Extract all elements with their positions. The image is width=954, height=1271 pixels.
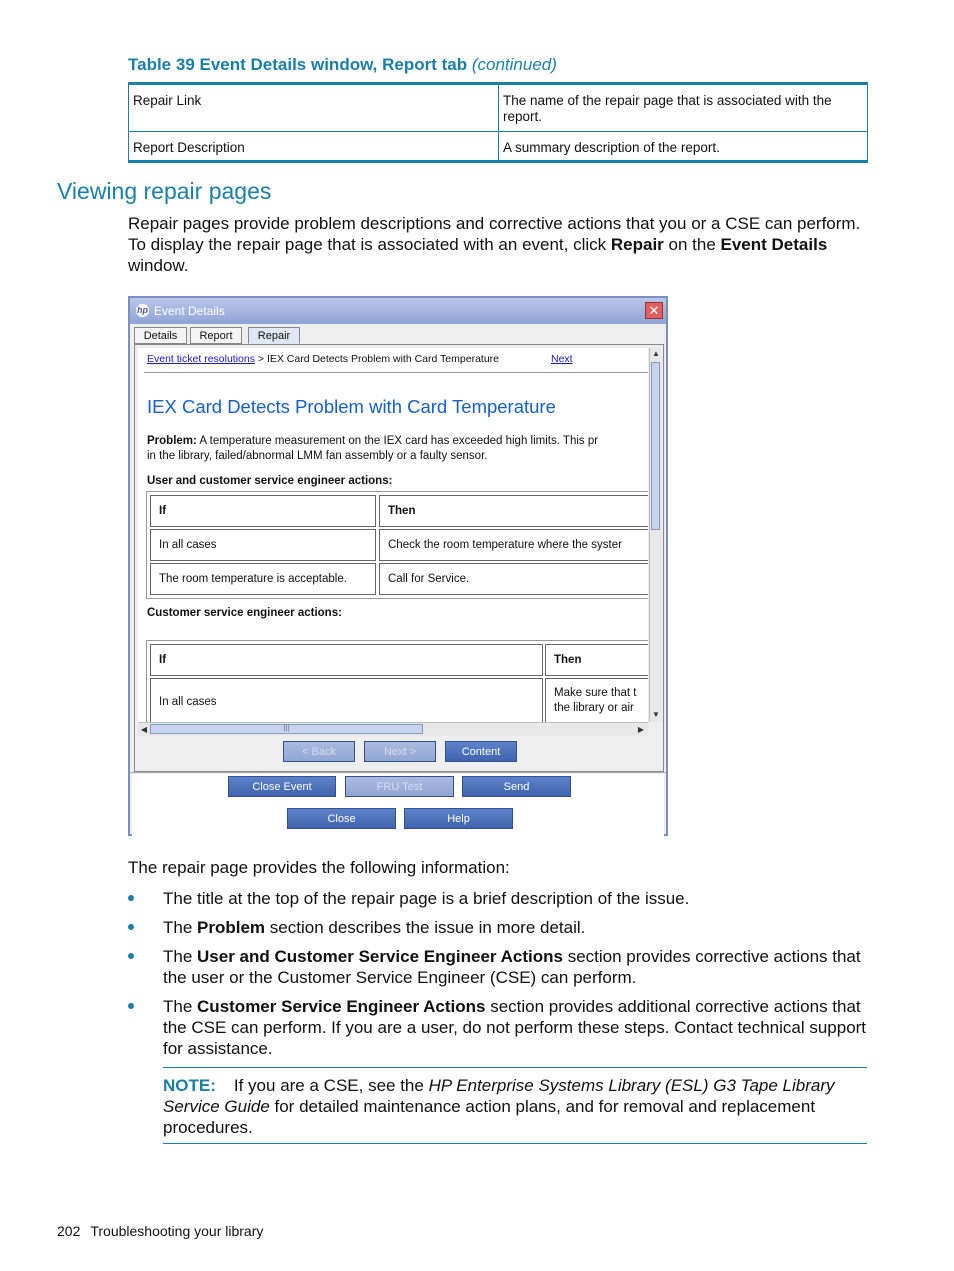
table-header-if: If <box>150 644 543 676</box>
back-button[interactable]: < Back <box>283 741 355 762</box>
list-item <box>128 946 873 988</box>
term-cell: Repair Link <box>129 84 499 132</box>
page-number: 202 <box>57 1223 81 1239</box>
list-item-text: The title at the top of the repair page is a brief description of the issue. <box>163 889 690 908</box>
bullet-icon <box>128 924 134 930</box>
footer-text: Troubleshooting your library <box>90 1223 264 1239</box>
list-item-bold: Problem <box>197 918 266 937</box>
bullet-icon <box>128 895 134 901</box>
list-item-bold: Customer Service Engineer Actions <box>197 997 486 1016</box>
info-intro: The repair page provides the following information: <box>128 858 510 877</box>
repair-pane <box>134 344 664 772</box>
table-cell: The room temperature is acceptable. <box>150 563 376 595</box>
table-header-if: If <box>150 495 376 527</box>
next-link[interactable]: Next <box>551 353 573 365</box>
table-cell: In all cases <box>150 678 543 722</box>
table-row <box>129 84 868 132</box>
note-text: If you are a CSE, see the <box>233 1076 429 1095</box>
cell-line: the library or air <box>554 702 634 714</box>
list-item-text: The <box>163 918 198 937</box>
bullet-icon <box>128 953 134 959</box>
horizontal-scrollbar[interactable] <box>138 722 648 736</box>
cse-actions-heading: Customer service engineer actions: <box>147 607 342 619</box>
section-title: Viewing repair pages <box>57 178 272 204</box>
table-cell: Call for Service. <box>379 563 648 595</box>
desc-cell: The name of the repair page that is associated with the report. <box>499 84 868 132</box>
table-caption-main: Table 39 Event Details window, Report tab <box>128 55 468 74</box>
repair-title: IEX Card Detects Problem with Card Temperature <box>147 396 556 417</box>
problem-text <box>147 434 598 464</box>
table-cell: Check the room temperature where the syster <box>379 529 648 561</box>
event-details-window <box>128 296 668 836</box>
breadcrumb <box>147 353 499 365</box>
content-button[interactable]: Content <box>445 741 517 762</box>
tab-details[interactable]: Details <box>134 327 187 344</box>
intro-text: Repair pages provide problem descriptions and corrective actions that you or a CSE can perform. To display the repair page that is associated with an event, click <box>128 214 861 254</box>
breadcrumb-separator: > <box>254 353 267 365</box>
scroll-right-icon[interactable]: ▶ <box>637 725 645 734</box>
page-footer <box>57 1223 263 1239</box>
hp-logo-icon: hp <box>137 305 148 315</box>
window-button-area <box>132 774 664 836</box>
user-actions-heading: User and customer service engineer actions: <box>147 475 393 487</box>
help-button[interactable]: Help <box>404 808 513 829</box>
list-item-text: section provides additional corrective actions that the CSE can perform. If you are a user, do not perform these steps. Contact technical support for assistance. <box>163 997 867 1058</box>
tab-repair[interactable]: Repair <box>248 327 300 344</box>
note-text: for detailed maintenance action plans, and for removal and replacement procedures. <box>163 1097 816 1137</box>
next-button[interactable]: Next > <box>364 741 436 762</box>
vertical-scroll-thumb[interactable] <box>651 362 660 530</box>
problem-line-1: A temperature measurement on the IEX card has exceeded high limits. This pr <box>196 435 599 447</box>
bullet-icon <box>128 1003 134 1009</box>
list-item-text: The <box>163 997 198 1016</box>
scroll-left-icon[interactable]: ◀ <box>140 725 148 734</box>
divider <box>130 772 666 773</box>
table-cell <box>545 678 648 722</box>
intro-text: window. <box>128 256 189 275</box>
vertical-scrollbar[interactable] <box>649 348 662 722</box>
note-label: NOTE: <box>163 1076 216 1095</box>
table-cell: In all cases <box>150 529 376 561</box>
breadcrumb-link[interactable]: Event ticket resolutions <box>147 353 255 365</box>
intro-bold-repair: Repair <box>610 235 664 254</box>
list-item <box>128 996 873 1059</box>
list-item-text: The <box>163 947 198 966</box>
term-cell: Report Description <box>129 132 499 162</box>
table-caption-continued: (continued) <box>471 55 557 74</box>
list-item-text: section describes the issue in more detail. <box>265 918 586 937</box>
cell-line: Make sure that t <box>554 687 637 699</box>
table-caption <box>128 55 557 75</box>
fru-test-button[interactable]: FRU Test <box>345 776 454 797</box>
problem-line-2: in the library, failed/abnormal LMM fan assembly or a faulty sensor. <box>147 450 488 462</box>
info-list <box>128 888 873 1067</box>
scroll-down-icon[interactable]: ▼ <box>652 710 660 719</box>
list-item-text: section provides corrective actions that the user or the Customer Service Engineer (CSE) can perform. <box>163 947 861 987</box>
divider <box>144 372 648 373</box>
scroll-up-icon[interactable]: ▲ <box>652 349 660 358</box>
list-item <box>128 888 873 909</box>
window-title: Event Details <box>154 304 225 318</box>
intro-text: on the <box>663 235 721 254</box>
repair-page-view <box>138 348 648 722</box>
close-icon[interactable]: ✕ <box>645 302 663 319</box>
tab-report[interactable]: Report <box>190 327 242 344</box>
send-button[interactable]: Send <box>462 776 571 797</box>
table-header-then: Then <box>545 644 648 676</box>
intro-paragraph <box>128 213 873 276</box>
table-row <box>129 132 868 162</box>
list-item <box>128 917 873 938</box>
note-guide-title: HP Enterprise Systems Library (ESL) G3 Tape Library Service Guide <box>163 1076 835 1116</box>
intro-bold-event-details: Event Details <box>720 235 828 254</box>
window-titlebar[interactable] <box>130 298 666 324</box>
horizontal-scroll-thumb[interactable]: ||| <box>150 724 423 734</box>
problem-label: Problem: <box>147 435 197 447</box>
desc-cell: A summary description of the report. <box>499 132 868 162</box>
close-button[interactable]: Close <box>287 808 396 829</box>
list-item-bold: User and Customer Service Engineer Actions <box>197 947 563 966</box>
close-event-button[interactable]: Close Event <box>228 776 336 797</box>
note-box <box>163 1067 867 1144</box>
table-header-then: Then <box>379 495 648 527</box>
definition-table <box>128 82 868 163</box>
breadcrumb-current: IEX Card Detects Problem with Card Temperature <box>266 353 500 365</box>
